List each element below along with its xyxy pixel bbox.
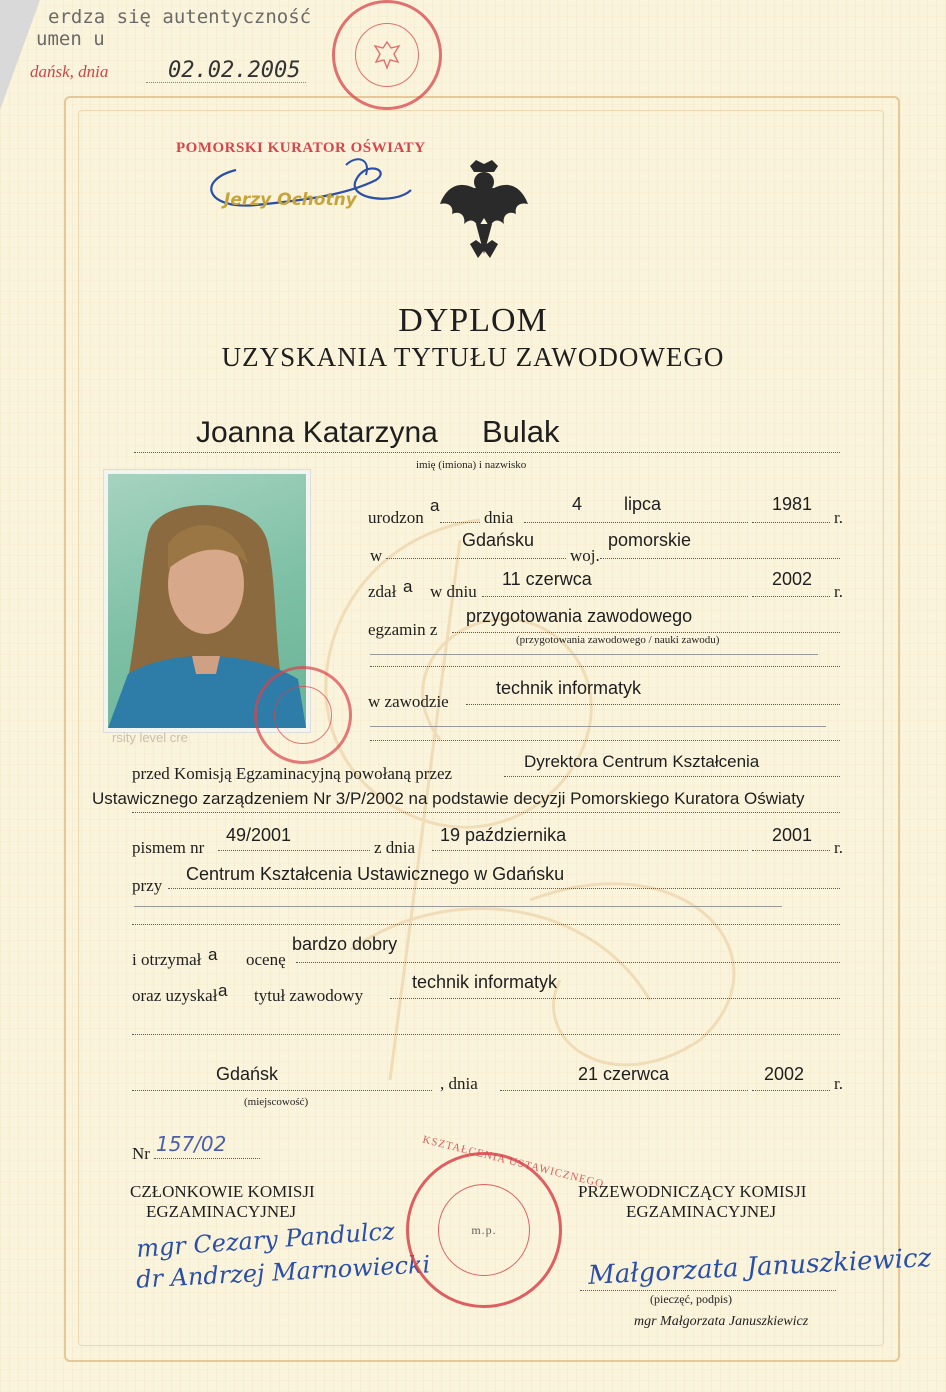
commission-stamp-inner [438, 1184, 530, 1276]
commission-by-dotline [504, 776, 840, 777]
profession-dotline-2 [370, 740, 840, 741]
certification-place: dańsk, dnia [30, 62, 109, 81]
birthplace-dotline [386, 558, 566, 559]
photo-overlay-text: rsity level cre [112, 730, 188, 745]
institution-label: przy [132, 876, 163, 895]
commission-by: Dyrektora Centrum Kształcenia [524, 752, 760, 771]
chair-caption: (pieczęć, podpis) [650, 1292, 732, 1306]
institution-line [134, 906, 782, 907]
issue-date: 21 czerwca [578, 1064, 670, 1084]
chair-signature-dotline [580, 1290, 836, 1291]
title-dotline [390, 998, 840, 999]
exam-year: 2002 [772, 569, 813, 589]
photo-stamp-inner [274, 686, 331, 743]
profession: technik informatyk [496, 678, 642, 698]
letter-date-dotline [432, 850, 748, 851]
commission-stamp-ring-text: KSZTAŁCENIA USTAWICZNEGO [421, 1133, 606, 1191]
commission-label: przed Komisją Egzaminacyjną powołaną przez [132, 764, 453, 783]
exam-year-dotline [752, 596, 830, 597]
diploma-number: 157/02 [156, 1132, 227, 1156]
certification-date: 02.02.2005 [168, 58, 301, 83]
letter-r: r. [834, 838, 843, 857]
first-names: Joanna Katarzyna [196, 416, 438, 449]
issue-r: r. [834, 1074, 843, 1093]
exam-type-dotline-2 [370, 666, 840, 667]
kurator-stamp-title: POMORSKI KURATOR OŚWIATY [176, 140, 426, 156]
members-title-2: EGZAMINACYJNEJ [146, 1202, 297, 1221]
stamp-eagle-icon [370, 38, 404, 72]
voivodeship-label: woj. [570, 546, 600, 565]
passed-rest: w dniu [430, 582, 477, 601]
diploma-subtitle: UZYSKANIA TYTUŁU ZAWODOWEGO [221, 342, 725, 372]
letter-year-dotline [752, 850, 830, 851]
institution-dotline [168, 888, 840, 889]
certification-text-2: umen u [36, 28, 105, 50]
issue-place-caption: (miejscowość) [244, 1096, 309, 1108]
folded-corner [0, 0, 40, 110]
birth-year-dotline [752, 522, 830, 523]
commission-round-stamp [406, 1152, 562, 1308]
issue-year: 2002 [764, 1064, 805, 1084]
born-label: urodzon [368, 508, 424, 527]
number-label: Nr [132, 1144, 150, 1163]
birthplace: Gdańsku [462, 530, 535, 550]
members-title-1: CZŁONKOWIE KOMISJI [130, 1182, 315, 1201]
profession-dotline [466, 704, 840, 705]
title-label: oraz uzyskał [132, 986, 218, 1005]
profession-line [370, 726, 826, 727]
member-signature-1: mgr Cezary Pandulcz [135, 1217, 396, 1263]
voivodeship-dotline [600, 558, 840, 559]
title-rest: tytuł zawodowy [254, 986, 364, 1005]
title-suffix: a [218, 981, 228, 1000]
issue-year-dotline [752, 1090, 830, 1091]
diploma-title: DYPLOM [398, 302, 548, 339]
grade-rest: ocenę [246, 950, 286, 969]
kurator-stamp-name: Jerzy Ochotny [224, 190, 357, 210]
passed-label: zdał [368, 582, 397, 601]
issue-date-label: , dnia [440, 1074, 478, 1093]
grade-dotline [296, 962, 840, 963]
surname: Bulak [482, 414, 560, 449]
grade-label: i otrzymał [132, 950, 202, 969]
letter-date: 19 października [440, 825, 567, 845]
name-dotline [134, 452, 840, 453]
letter-number: 49/2001 [226, 825, 292, 845]
born-suffix-dotline [440, 522, 480, 523]
letter-date-label: z dnia [374, 838, 416, 857]
institution: Centrum Kształcenia Ustawicznego w Gdańsku [186, 864, 565, 884]
birth-month: lipca [624, 494, 662, 514]
stamp-center-text: m.p. [471, 1222, 497, 1237]
birth-date-dotline [524, 522, 748, 523]
issue-place: Gdańsk [216, 1064, 279, 1084]
exam-type-line [370, 654, 818, 655]
commission-line2: Ustawicznego zarządzeniem Nr 3/P/2002 na podstawie decyzji Pomorskiego Kuratora Oświaty [92, 789, 805, 808]
exam-date-dotline [482, 596, 748, 597]
commission-line2-dotline [132, 812, 840, 813]
exam-r: r. [834, 582, 843, 601]
photo-stamp [254, 666, 352, 764]
institution-dotline-2 [132, 924, 840, 925]
chair-title-1: PRZEWODNICZĄCY KOMISJI [578, 1182, 807, 1201]
chair-signature: Małgorzata Januszkiewicz [587, 1243, 932, 1291]
profession-label: w zawodzie [368, 692, 449, 711]
professional-title: technik informatyk [412, 972, 558, 992]
born-day-label: dnia [484, 508, 514, 527]
grade: bardzo dobry [292, 934, 398, 954]
birth-day: 4 [572, 494, 583, 514]
exam-type-caption: (przygotowania zawodowego / nauki zawodu) [516, 634, 720, 646]
chair-title-2: EGZAMINACYJNEJ [626, 1202, 777, 1221]
title-dotline-2 [132, 1034, 840, 1035]
issue-date-dotline [500, 1090, 748, 1091]
exam-date: 11 czerwca [502, 569, 592, 589]
issue-place-dotline [132, 1090, 432, 1091]
name-caption: imię (imiona) i nazwisko [416, 459, 527, 471]
letter-number-dotline [218, 850, 370, 851]
birth-r: r. [834, 508, 843, 527]
born-suffix: a [430, 496, 440, 515]
exam-type-dotline [452, 632, 840, 633]
birthplace-label: w [370, 546, 383, 565]
chair-name: mgr Małgorzata Januszkiewicz [634, 1314, 809, 1329]
letter-label: pismem nr [132, 838, 205, 857]
letter-year: 2001 [772, 825, 813, 845]
passed-suffix: a [403, 577, 413, 596]
exam-type: przygotowania zawodowego [466, 606, 693, 626]
number-dotline [154, 1158, 260, 1159]
voivodeship: pomorskie [608, 530, 692, 550]
kuratorium-round-stamp [332, 0, 442, 110]
member-signature-2: dr Andrzej Marnowiecki [135, 1250, 431, 1294]
certification-date-line [146, 82, 306, 83]
birth-year: 1981 [772, 494, 813, 514]
polish-eagle-emblem [438, 158, 530, 262]
grade-suffix: a [208, 945, 218, 964]
stamp-inner-ring [355, 23, 419, 87]
certification-text: erdza się autentyczność [48, 6, 312, 28]
exam-type-label: egzamin z [368, 620, 438, 639]
